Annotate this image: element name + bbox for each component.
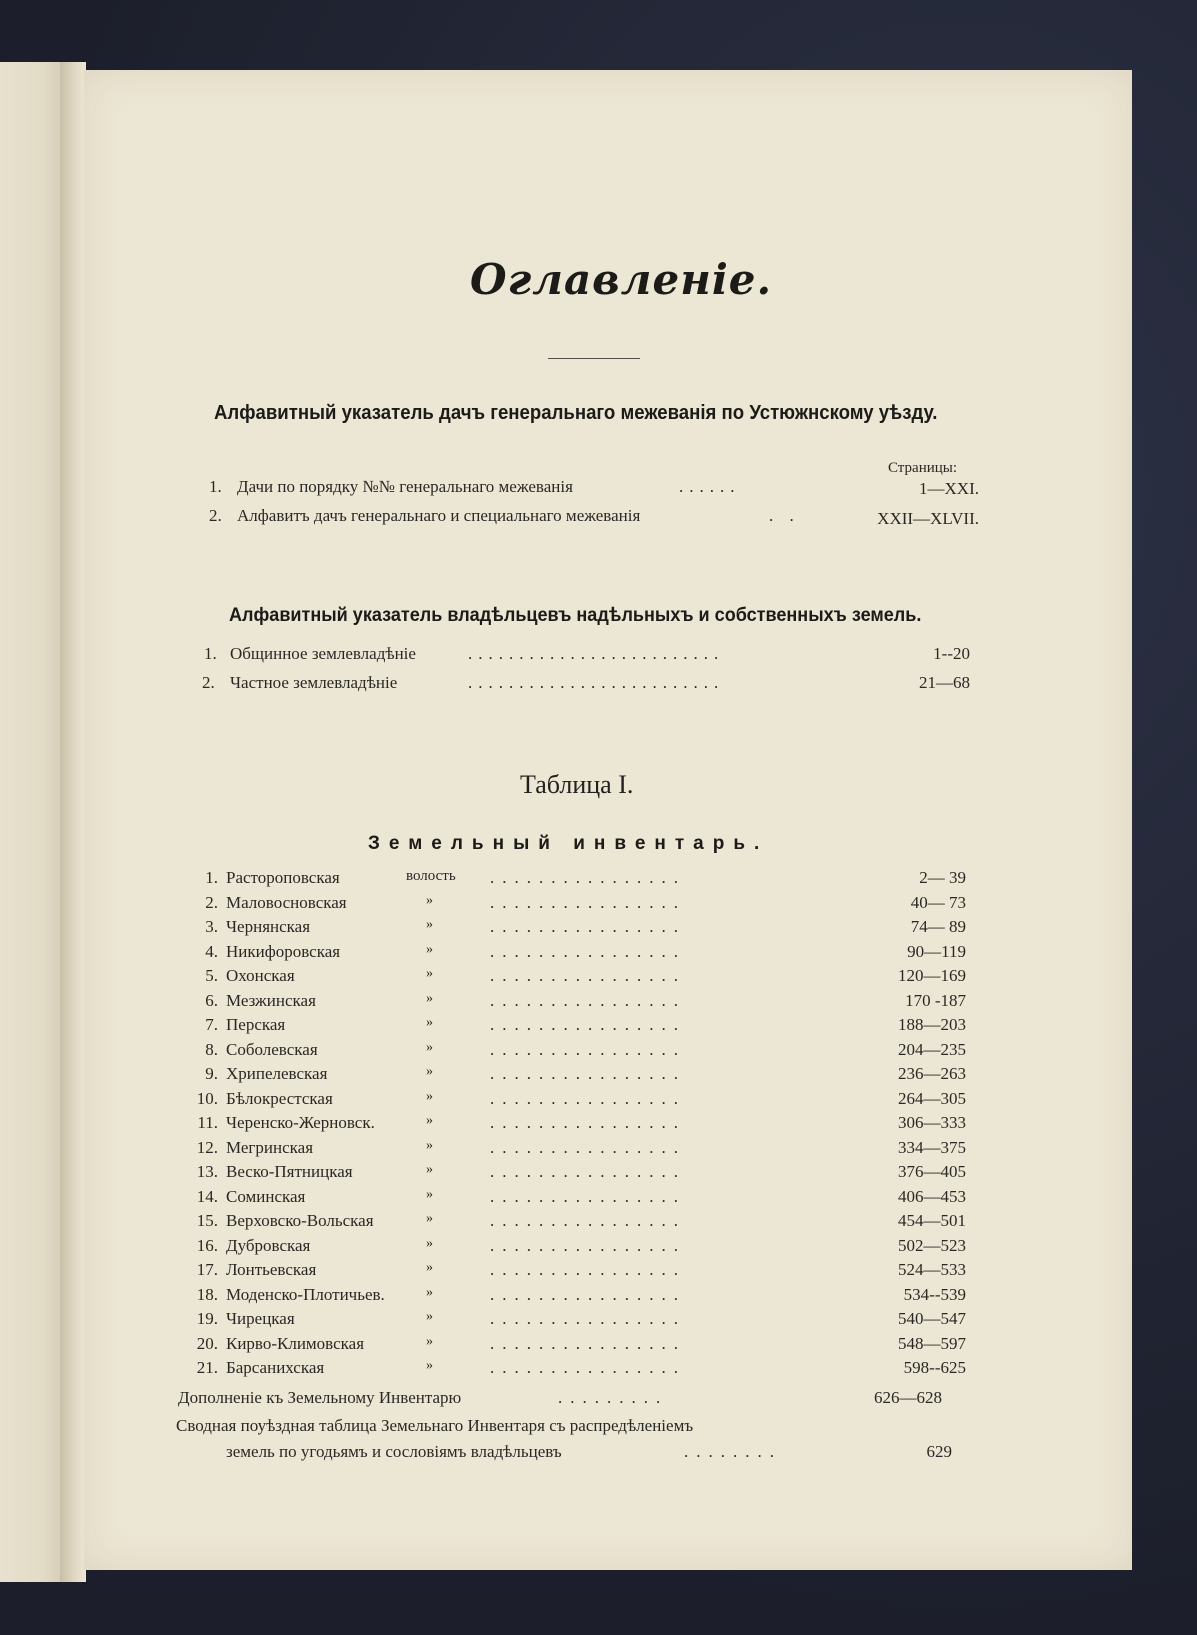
row-pages: 540—547 xyxy=(898,1309,966,1328)
row-mark: » xyxy=(426,966,433,981)
inventory-list xyxy=(190,868,990,1383)
list-item xyxy=(190,1162,990,1187)
leader-dots: ......................... xyxy=(468,644,725,663)
leader-dots: ................ xyxy=(490,1064,686,1083)
row-number: 18. xyxy=(196,1284,218,1304)
row-pages: 264—305 xyxy=(898,1088,966,1108)
leader-dots: ................ xyxy=(490,868,686,887)
row-number: 4. xyxy=(205,941,218,961)
row-mark: » xyxy=(426,917,433,932)
row-pages: 548—597 xyxy=(898,1333,966,1353)
row-number: 15. xyxy=(196,1211,218,1230)
section2-item xyxy=(202,673,970,697)
list-item xyxy=(190,966,990,991)
row-name: Веско-Пятницкая xyxy=(226,1162,353,1181)
list-item xyxy=(190,868,990,893)
row-number: 13. xyxy=(196,1162,218,1181)
row-name: Соболевская xyxy=(226,1039,318,1059)
list-item xyxy=(190,1260,990,1285)
list-item xyxy=(190,1211,990,1236)
row-mark: » xyxy=(426,1088,433,1104)
row-mark: » xyxy=(426,1211,433,1226)
item-pages: 21—68 xyxy=(919,673,970,692)
leader-dots: ................ xyxy=(490,990,686,1010)
list-item xyxy=(190,991,990,1016)
section2-item xyxy=(204,644,970,668)
list-item xyxy=(190,1040,990,1065)
item-number: 2. xyxy=(202,673,215,692)
row-number: 14. xyxy=(196,1186,218,1206)
row-number: 5. xyxy=(205,966,218,985)
row-mark: » xyxy=(426,1113,433,1128)
row-mark: » xyxy=(426,1015,433,1030)
row-name: Никифоровская xyxy=(226,941,341,961)
leader-dots: ........ xyxy=(684,1442,782,1461)
item-text: Частное землевладѣніе xyxy=(230,673,398,692)
row-pages: 170 -187 xyxy=(905,990,966,1010)
item-pages: 1--20 xyxy=(933,644,970,663)
row-name: Растороповская xyxy=(226,868,340,887)
row-name: Соминская xyxy=(226,1186,306,1206)
row-number: 17. xyxy=(196,1260,218,1279)
row-name: Бѣлокрестская xyxy=(226,1088,333,1108)
list-item xyxy=(190,1113,990,1138)
row-pages: 334—375 xyxy=(898,1137,966,1157)
row-mark: » xyxy=(426,1333,433,1349)
row-mark: » xyxy=(426,1186,433,1202)
list-item xyxy=(190,942,990,967)
section1-item xyxy=(209,506,979,530)
leader-dots: ................ xyxy=(490,1235,686,1255)
row-mark: » xyxy=(426,1064,433,1079)
row-mark: » xyxy=(426,1358,433,1373)
leader-dots: ................ xyxy=(490,1015,686,1034)
supplement-row xyxy=(178,1388,966,1408)
row-mark: волость xyxy=(406,868,456,884)
row-name: Дубровская xyxy=(226,1235,311,1255)
row-name: Верховско-Вольская xyxy=(226,1211,374,1230)
list-item xyxy=(190,1285,990,1310)
list-item xyxy=(190,893,990,918)
leader-dots: ................ xyxy=(490,1260,686,1279)
row-mark: » xyxy=(426,892,433,908)
item-pages: XXII—XLVII. xyxy=(877,509,979,528)
leader-dots: . . xyxy=(769,506,800,525)
row-number: 20. xyxy=(196,1333,218,1353)
row-mark: » xyxy=(426,1162,433,1177)
row-mark: » xyxy=(426,1309,433,1324)
row-mark: » xyxy=(426,941,433,957)
list-item xyxy=(190,1334,990,1359)
leader-dots: ................ xyxy=(490,917,686,936)
leader-dots: ................ xyxy=(490,1088,686,1108)
row-number: 2. xyxy=(205,892,218,912)
row-number: 10. xyxy=(196,1088,218,1108)
row-name: Барсанихская xyxy=(226,1358,325,1377)
row-pages: 376—405 xyxy=(898,1162,966,1181)
row-mark: » xyxy=(426,1137,433,1153)
row-pages: 188—203 xyxy=(898,1015,966,1034)
leader-dots: ................ xyxy=(490,1309,686,1328)
row-number: 3. xyxy=(205,917,218,936)
row-pages: 406—453 xyxy=(898,1186,966,1206)
item-number: 1. xyxy=(209,477,222,496)
leader-dots: ......................... xyxy=(468,673,725,692)
item-text: Общинное землевладѣніе xyxy=(230,644,416,663)
row-number: 19. xyxy=(196,1309,218,1328)
row-pages: 40— 73 xyxy=(910,892,966,912)
summary-row xyxy=(226,1442,966,1462)
row-number: 16. xyxy=(196,1235,218,1255)
pages-column-label: Страницы: xyxy=(888,460,958,476)
item-pages: 1—XXI. xyxy=(919,479,979,498)
row-pages: 534--539 xyxy=(903,1284,966,1304)
leader-dots: ................ xyxy=(490,966,686,985)
row-name: Мезжинская xyxy=(226,990,316,1010)
title-divider xyxy=(548,358,640,359)
book-binding xyxy=(60,62,86,1582)
row-mark: » xyxy=(426,1284,433,1300)
leader-dots: ................ xyxy=(490,1162,686,1181)
row-pages: 90—119 xyxy=(907,941,966,961)
row-number: 7. xyxy=(205,1015,218,1034)
row-number: 8. xyxy=(205,1039,218,1059)
list-item xyxy=(190,1187,990,1212)
leader-dots: ...... xyxy=(679,477,741,496)
row-pages: 236—263 xyxy=(898,1064,966,1083)
item-text: Дачи по порядку №№ генеральнаго межеванія xyxy=(237,477,573,496)
leader-dots: ................ xyxy=(490,1137,686,1157)
row-number: 1. xyxy=(205,868,218,887)
row-name: Кирво-Климовская xyxy=(226,1333,365,1353)
list-item xyxy=(190,1138,990,1163)
leader-dots: ................ xyxy=(490,1284,686,1304)
row-name: Перская xyxy=(226,1015,286,1034)
summary-pages: 629 xyxy=(926,1442,952,1461)
list-item xyxy=(190,1309,990,1334)
row-number: 9. xyxy=(205,1064,218,1083)
supplement-text: Дополненіе къ Земельному Инвентарю xyxy=(178,1388,462,1407)
row-number: 12. xyxy=(196,1137,218,1157)
item-text: Алфавитъ дачъ генеральнаго и специальнаго межеванія xyxy=(237,506,641,525)
leader-dots: ......... xyxy=(558,1388,669,1407)
row-pages: 204—235 xyxy=(898,1039,966,1059)
row-name: Чернянская xyxy=(226,917,311,936)
item-number: 1. xyxy=(204,644,217,663)
list-item xyxy=(190,1089,990,1114)
leader-dots: ................ xyxy=(490,1113,686,1132)
row-name: Моденско-Плотичьев. xyxy=(226,1284,385,1304)
table-subtitle: Земельный инвентарь. xyxy=(368,833,769,854)
page-title: Оглавленіе. xyxy=(470,255,773,304)
row-pages: 306—333 xyxy=(898,1113,966,1132)
row-mark: » xyxy=(426,1260,433,1275)
row-name: Лонтьевская xyxy=(226,1260,317,1279)
table-title: Таблица I. xyxy=(520,770,634,799)
section2-heading: Алфавитный указатель владѣльцевъ надѣльныхъ и собственныхъ земель. xyxy=(229,605,922,626)
list-item xyxy=(190,1064,990,1089)
row-number: 6. xyxy=(205,990,218,1010)
row-pages: 2— 39 xyxy=(919,868,966,887)
list-item xyxy=(190,1015,990,1040)
row-name: Охонская xyxy=(226,966,295,985)
row-pages: 454—501 xyxy=(898,1211,966,1230)
leader-dots: ................ xyxy=(490,1039,686,1059)
list-item xyxy=(190,1236,990,1261)
section1-heading: Алфавитный указатель дачъ генеральнаго межеванія по Устюжнскому уѣзду. xyxy=(214,402,938,424)
leader-dots: ................ xyxy=(490,892,686,912)
leader-dots: ................ xyxy=(490,1211,686,1230)
section1-item xyxy=(209,477,979,501)
row-name: Хрипелевская xyxy=(226,1064,328,1083)
row-pages: 502—523 xyxy=(898,1235,966,1255)
list-item xyxy=(190,1358,990,1383)
row-name: Чирецкая xyxy=(226,1309,295,1328)
summary-line-1: Сводная поуѣздная таблица Земельнаго Инвентаря съ распредѣленіемъ xyxy=(176,1416,694,1435)
row-mark: » xyxy=(426,1235,433,1251)
row-number: 21. xyxy=(196,1358,218,1377)
leader-dots: ................ xyxy=(490,941,686,961)
row-name: Черенско-Жерновск. xyxy=(226,1113,375,1132)
supplement-pages: 626—628 xyxy=(874,1388,942,1407)
row-number: 11. xyxy=(197,1113,218,1132)
leader-dots: ................ xyxy=(490,1358,686,1377)
summary-line-2: земель по угодьямъ и сословіямъ владѣльцевъ xyxy=(226,1442,562,1461)
leader-dots: ................ xyxy=(490,1333,686,1353)
row-pages: 598--625 xyxy=(903,1358,966,1377)
row-name: Мегринская xyxy=(226,1137,314,1157)
row-mark: » xyxy=(426,1039,433,1055)
row-mark: » xyxy=(426,990,433,1006)
item-number: 2. xyxy=(209,506,222,525)
row-pages: 524—533 xyxy=(898,1260,966,1279)
row-name: Маловосновская xyxy=(226,892,347,912)
row-pages: 120—169 xyxy=(898,966,966,985)
row-pages: 74— 89 xyxy=(910,917,966,936)
list-item xyxy=(190,917,990,942)
leader-dots: ................ xyxy=(490,1186,686,1206)
